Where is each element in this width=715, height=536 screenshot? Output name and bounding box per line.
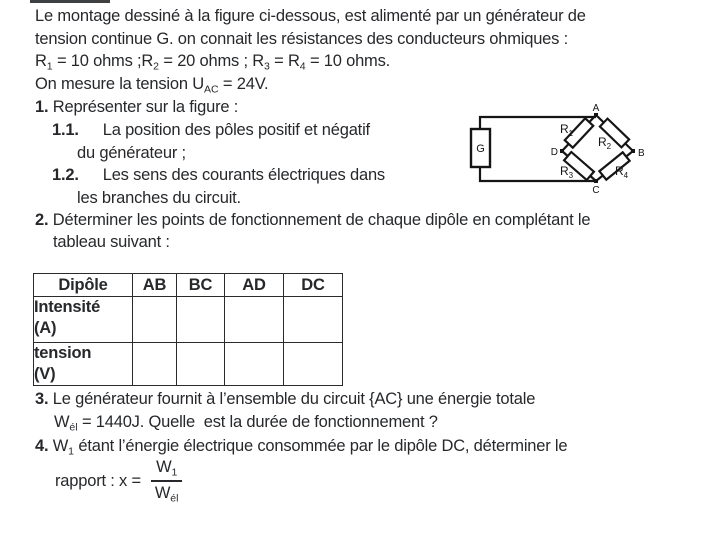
table-cell-voltage-dc xyxy=(284,343,343,386)
intro-line-2: tension continue G. on connait les résistances des conducteurs ohmiques : xyxy=(35,30,568,48)
question-4-text: $W_1$ étant l’énergie électrique consommée par le dipôle DC, déterminer le xyxy=(52,437,568,458)
node-label-c: C xyxy=(592,185,600,196)
intensity-unit: (A) xyxy=(34,319,57,337)
table-header-dc: DC xyxy=(284,274,343,297)
resistor-label-r2: $R_2$ xyxy=(598,135,612,151)
table-cell-voltage-bc xyxy=(177,343,225,386)
question-2-text: Déterminer les points de fonctionnement de chaque dipôle en complétant le xyxy=(52,211,591,229)
question-1-number: 1. xyxy=(35,98,49,116)
table-header-ab: AB xyxy=(133,274,177,297)
question-1-text: Représenter sur la figure : xyxy=(52,98,239,116)
question-2 xyxy=(35,209,590,231)
question-1-2-number: 1.2. xyxy=(52,166,79,184)
resistor-label-r3: $R_3$ xyxy=(560,164,574,180)
table-cell-intensity-dc xyxy=(284,297,343,343)
table-cell-voltage-ad xyxy=(225,343,284,386)
question-2-cont: tableau suivant : xyxy=(53,233,170,251)
question-3-text: Le générateur fournit à l’ensemble du circuit {AC} une énergie totale xyxy=(52,390,536,408)
table-row-label-voltage xyxy=(34,343,133,386)
generator-label: G xyxy=(476,143,485,155)
question-1 xyxy=(35,96,238,118)
node-c xyxy=(594,179,598,183)
table-cell-intensity-bc xyxy=(177,297,225,343)
ratio-fraction xyxy=(150,458,184,505)
results-table xyxy=(33,273,343,386)
question-1-2 xyxy=(52,164,385,186)
resistor-label-r1: $R_1$ xyxy=(560,122,574,138)
table-cell-intensity-ad xyxy=(225,297,284,343)
table-row-voltage xyxy=(34,343,343,386)
question-1-2-cont: les branches du circuit. xyxy=(77,189,241,207)
question-2-number: 2. xyxy=(35,211,49,229)
intro-line-3: $R_1 = 10$ ohms $;R_2 = 20$ ohms ; $R_3 = R_4 = 10$ ohms. xyxy=(35,52,391,73)
table-row-label-intensity xyxy=(34,297,133,343)
ratio-denominator: $W_{él}$ xyxy=(154,484,179,505)
ratio-prefix: rapport : x = xyxy=(55,471,141,490)
node-label-a: A xyxy=(592,103,600,114)
question-1-1-cont: du générateur ; xyxy=(77,144,186,162)
question-1-1-text: La position des pôles positif et négatif xyxy=(102,121,370,139)
voltage-label: tension xyxy=(34,344,92,362)
table-row-intensity xyxy=(34,297,343,343)
question-1-1 xyxy=(52,119,370,141)
table-header-ad: AD xyxy=(225,274,284,297)
node-b xyxy=(631,149,635,153)
question-3 xyxy=(35,388,535,410)
table-cell-intensity-ab xyxy=(133,297,177,343)
node-label-b: B xyxy=(638,148,645,159)
resistor-label-r4: $R_4$ xyxy=(615,164,629,180)
node-d xyxy=(560,149,564,153)
table-cell-voltage-ab xyxy=(133,343,177,386)
intensity-label: Intensité xyxy=(34,298,101,316)
question-1-1-number: 1.1. xyxy=(52,121,79,139)
table-header-dipole: Dipôle xyxy=(34,274,133,297)
table-header-row xyxy=(34,274,343,297)
question-1-2-text: Les sens des courants électriques dans xyxy=(102,166,385,184)
ratio-numerator: $W_1$ xyxy=(151,458,182,482)
table-header-bc: BC xyxy=(177,274,225,297)
question-4-number: 4. xyxy=(35,437,49,455)
ratio-expression xyxy=(55,458,183,505)
circuit-figure xyxy=(462,98,660,198)
question-3-cont: $W_{él} = 1440J$. Quelle est la durée de fonctionnement ? xyxy=(54,413,438,434)
top-edge-artifact xyxy=(30,0,110,3)
node-label-d: D xyxy=(550,147,558,158)
voltage-unit: (V) xyxy=(34,365,56,383)
question-3-number: 3. xyxy=(35,390,49,408)
intro-line-4: On mesure la tension $U_{AC} = 24V$. xyxy=(35,75,269,96)
intro-line-1: Le montage dessiné à la figure ci-dessous, est alimenté par un générateur de xyxy=(35,7,586,25)
